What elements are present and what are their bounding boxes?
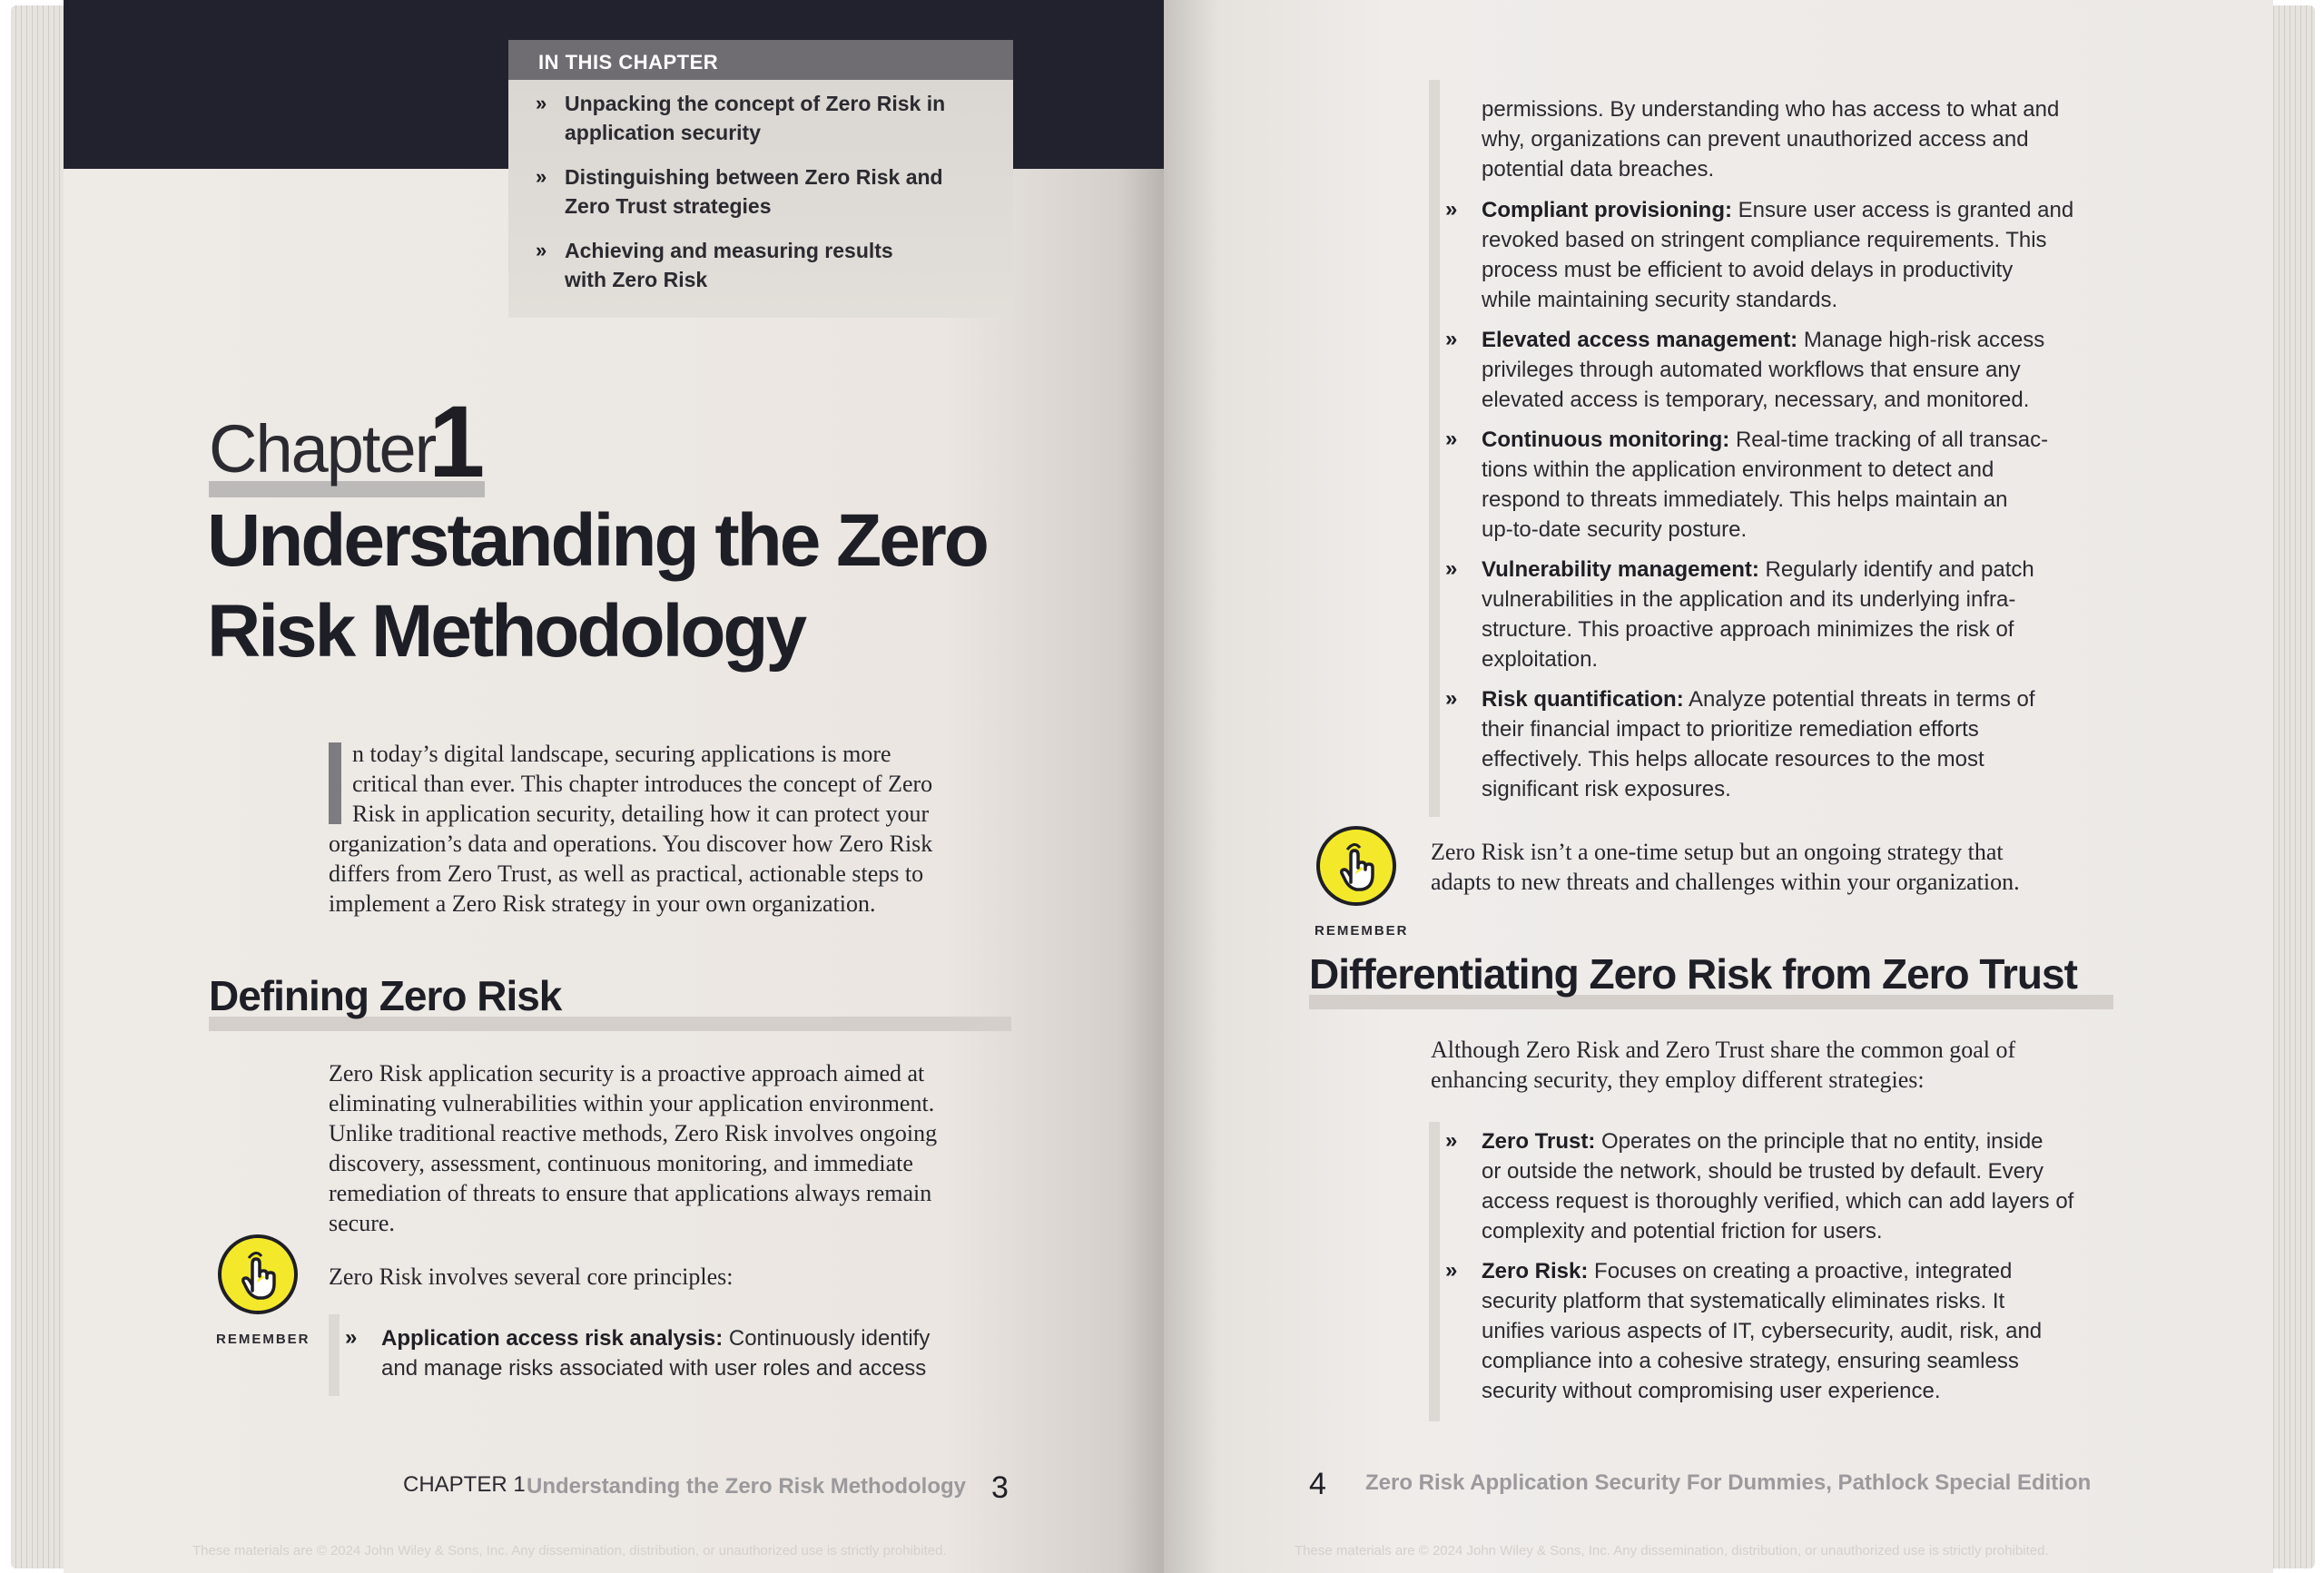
bullet-text: or outside the network, should be trusted by default. Every [1482, 1159, 2044, 1184]
double-chevron-icon: » [536, 239, 547, 261]
double-chevron-icon: » [536, 165, 547, 188]
footer-book-title: Zero Risk Application Security For Dummies, Pathlock Special Edition [1365, 1470, 2092, 1495]
bullet-text: Continuously identify [723, 1326, 931, 1351]
drop-cap-bar [329, 742, 341, 824]
bullet-text: Ensure user access is granted and [1732, 198, 2074, 222]
bullet-item [1445, 1126, 2099, 1246]
footer-chapter-title: Understanding the Zero Risk Methodology [527, 1474, 967, 1499]
core-principles-intro: Zero Risk involves several core principles: [329, 1263, 734, 1290]
bullet-term: Vulnerability management: [1482, 557, 1759, 582]
intro-line: Risk in application security, detailing how it can protect your [352, 801, 930, 827]
in-this-chapter-heading: IN THIS CHAPTER [538, 51, 719, 74]
bullet-text: their financial impact to prioritize remediation efforts [1482, 717, 1979, 742]
toc-item-line: with Zero Risk [565, 268, 708, 291]
chapter-label: Chapter [209, 411, 436, 487]
page-number: 3 [991, 1470, 1009, 1505]
bullet-text: vulnerabilities in the application and its underlying infra- [1482, 587, 2016, 612]
bullet-item [1445, 325, 2099, 415]
body-line: eliminating vulnerabilities within your application environment. [329, 1090, 935, 1116]
bullet-term: Application access risk analysis: [381, 1326, 724, 1351]
bullet-text: respond to threats immediately. This helps maintain an [1482, 487, 2008, 512]
remember-label: REMEMBER [1315, 923, 1409, 939]
chapter-number: 1 [428, 385, 486, 498]
bullet-text: Manage high-risk access [1797, 328, 2045, 352]
bullet-text: up-to-date security posture. [1482, 517, 1748, 542]
bullet-term: Zero Risk: [1482, 1259, 1589, 1283]
toc-item [536, 162, 990, 221]
footer-chapter: CHAPTER 1 [403, 1472, 526, 1497]
bullet-text: security platform that systematically eliminates risks. It [1482, 1289, 2005, 1313]
bullet-text: privileges through automated workflows that ensure any [1482, 358, 2021, 382]
intro-line: implement a Zero Risk strategy in your own organization. [329, 890, 876, 917]
toc-item-line: Unpacking the concept of Zero Risk in [565, 92, 946, 115]
copyright-notice: These materials are © 2024 John Wiley & Sons, Inc. Any dissemination, distribution, or unauthorized use is strictly prohibited. [192, 1543, 947, 1558]
page-number: 4 [1309, 1467, 1326, 1501]
bullet-term: Risk quantification: [1482, 687, 1684, 712]
bullet-text: security without compromising user experience. [1482, 1379, 1941, 1403]
bullet-bar [1429, 80, 1440, 817]
chapter-title-line: Risk Methodology [207, 590, 805, 673]
remember-line: Zero Risk isn’t a one-time setup but an ongoing strategy that [1431, 839, 2004, 865]
double-chevron-icon: » [345, 1325, 358, 1350]
section-heading: Differentiating Zero Risk from Zero Trust [1309, 950, 2077, 998]
bullet-term: Continuous monitoring: [1482, 428, 1730, 452]
bullet-text: Operates on the principle that no entity, inside [1595, 1129, 2043, 1154]
bullet-text: Focuses on creating a proactive, integrated [1588, 1259, 2013, 1283]
bullet-text: process must be efficient to avoid delays in productivity [1482, 258, 2014, 282]
bullet-text: unifies various aspects of IT, cybersecurity, audit, risk, and [1482, 1319, 2043, 1343]
bullet-term: Zero Trust: [1482, 1129, 1596, 1154]
continued-line: potential data breaches. [1482, 157, 1715, 182]
double-chevron-icon: » [1445, 556, 1458, 581]
bullet-text: exploitation. [1482, 647, 1599, 672]
bullet-text: elevated access is temporary, necessary, and monitored. [1482, 388, 2030, 412]
double-chevron-icon: » [1445, 686, 1458, 711]
remember-line: adapts to new threats and challenges within your organization. [1431, 869, 2020, 895]
intro-line: differs from Zero Trust, as well as practical, actionable steps to [329, 860, 924, 887]
bullet-item [1445, 684, 2099, 804]
bullet-term: Elevated access management: [1482, 328, 1798, 352]
bullet-text: structure. This proactive approach minimizes the risk of [1482, 617, 2014, 642]
toc-item-line: Distinguishing between Zero Risk and [565, 165, 943, 189]
chapter-title-line: Understanding the Zero [207, 499, 987, 582]
bullet-bar [329, 1314, 340, 1396]
toc-item-line: application security [565, 121, 762, 144]
intro-line: organization’s data and operations. You discover how Zero Risk [329, 831, 933, 857]
bullet-text: access request is thoroughly verified, which can add layers of [1482, 1189, 2074, 1214]
bullet-text: Real-time tracking of all transac- [1729, 428, 2049, 452]
bullet-text: and manage risks associated with user roles and access [381, 1356, 927, 1381]
toc-item-line: Zero Trust strategies [565, 194, 772, 218]
toc-item-line: Achieving and measuring results [565, 239, 893, 262]
body-line: discovery, assessment, continuous monitoring, and immediate [329, 1150, 913, 1176]
bullet-text: revoked based on stringent compliance requirements. This [1482, 228, 2047, 252]
bullet-item [1445, 195, 2099, 315]
bullet-term: Compliant provisioning: [1482, 198, 1732, 222]
bullet-text: Analyze potential threats in terms of [1683, 687, 2035, 712]
bullet-item [1445, 555, 2099, 674]
body-line: enhancing security, they employ different strategies: [1431, 1067, 1925, 1093]
section-heading: Defining Zero Risk [209, 972, 562, 1019]
bullet-text: effectively. This helps allocate resources to the most [1482, 747, 1984, 772]
remember-icon [218, 1234, 298, 1314]
remember-label: REMEMBER [216, 1332, 310, 1347]
double-chevron-icon: » [1445, 1258, 1458, 1283]
double-chevron-icon: » [1445, 1128, 1458, 1153]
body-line: secure. [329, 1210, 395, 1236]
bullet-text: compliance into a cohesive strategy, ensuring seamless [1482, 1349, 2019, 1373]
remember-icon [1316, 826, 1396, 906]
continued-line: why, organizations can prevent unauthorized access and [1482, 127, 2029, 152]
continued-text [1482, 94, 2099, 184]
bullet-item [1445, 1256, 2099, 1406]
continued-line: permissions. By understanding who has access to what and [1482, 97, 2060, 122]
intro-line: critical than ever. This chapter introduces the concept of Zero [352, 771, 933, 797]
double-chevron-icon: » [1445, 427, 1458, 451]
toc-item [536, 236, 990, 294]
double-chevron-icon: » [536, 92, 547, 114]
body-line: Although Zero Risk and Zero Trust share the common goal of [1431, 1037, 2016, 1063]
chapter-title [207, 496, 1078, 677]
body-line: Zero Risk application security is a proactive approach aimed at [329, 1060, 925, 1086]
bullet-bar [1429, 1122, 1440, 1421]
bullet-item [1445, 425, 2099, 545]
bullet-item [345, 1323, 999, 1383]
bullet-text: tions within the application environment to detect and [1482, 457, 1994, 482]
copyright-notice: These materials are © 2024 John Wiley & Sons, Inc. Any dissemination, distribution, or unauthorized use is strictly prohibited. [1295, 1543, 2049, 1558]
bullet-text: Regularly identify and patch [1758, 557, 2034, 582]
bullet-text: significant risk exposures. [1482, 777, 1731, 801]
intro-line: n today’s digital landscape, securing applications is more [352, 741, 891, 767]
double-chevron-icon: » [1445, 327, 1458, 351]
bullet-text: complexity and potential friction for users. [1482, 1219, 1883, 1244]
body-line: remediation of threats to ensure that applications always remain [329, 1180, 932, 1206]
bullet-text: while maintaining security standards. [1482, 288, 1838, 312]
double-chevron-icon: » [1445, 197, 1458, 221]
body-line: Unlike traditional reactive methods, Zero Risk involves ongoing [329, 1120, 938, 1146]
toc-item [536, 89, 990, 147]
